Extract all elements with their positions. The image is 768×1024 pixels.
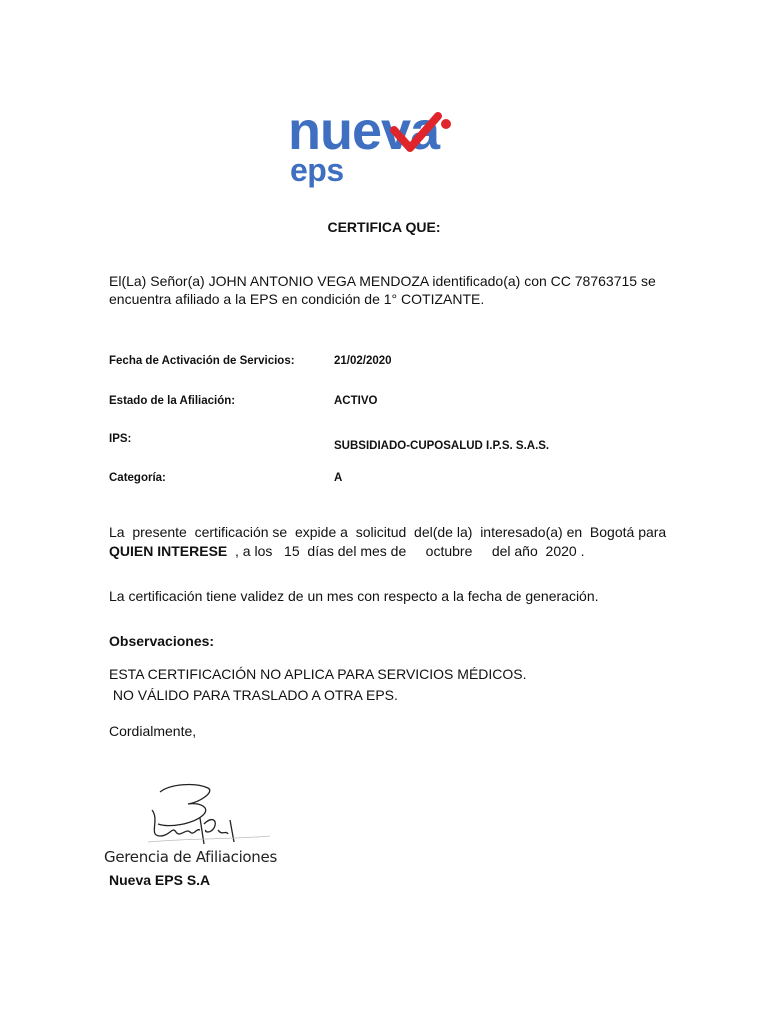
field-label-category: Categoría: xyxy=(109,472,166,484)
field-value-activation-date: 21/02/2020 xyxy=(334,355,392,367)
logo-check-icon xyxy=(288,101,488,188)
intro-line-2: encuentra afiliado a la EPS en condición de 1° COTIZANTE. xyxy=(109,291,485,307)
validity-text: La certificación tiene validez de un mes con respecto a la fecha de generación. xyxy=(109,588,599,604)
field-label-status: Estado de la Afiliación: xyxy=(109,395,236,407)
observations-title: Observaciones: xyxy=(109,633,215,649)
nueva-eps-logo xyxy=(288,101,488,188)
signature-title: Gerencia de Afiliaciones xyxy=(104,848,277,866)
company-name: Nueva EPS S.A xyxy=(109,872,211,888)
intro-paragraph xyxy=(109,272,669,308)
handwritten-signature xyxy=(100,780,280,852)
logo-wordmark: nueva xyxy=(288,101,440,161)
intro-line-1: El(La) Señor(a) JOHN ANTONIO VEGA MENDOZA identificado(a) con CC 78763715 se xyxy=(109,273,656,289)
field-value-status: ACTIVO xyxy=(334,395,378,407)
expedition-date-text: , a los 15 días del mes de octubre del año 2020 . xyxy=(227,543,585,559)
field-label-ips: IPS: xyxy=(109,433,132,445)
field-label-activation-date: Fecha de Activación de Servicios: xyxy=(109,355,295,367)
closing-text: Cordialmente, xyxy=(109,723,197,739)
document-title: CERTIFICA QUE: xyxy=(327,219,441,235)
logo-sub: eps xyxy=(290,152,344,188)
recipient: QUIEN INTERESE xyxy=(109,543,228,559)
expedition-line-2 xyxy=(109,543,584,559)
field-value-category: A xyxy=(334,472,343,484)
field-value-ips: SUBSIDIADO-CUPOSALUD I.P.S. S.A.S. xyxy=(334,440,550,452)
observation-2: NO VÁLIDO PARA TRASLADO A OTRA EPS. xyxy=(109,687,398,703)
observation-1: ESTA CERTIFICACIÓN NO APLICA PARA SERVICIOS MÉDICOS. xyxy=(109,666,527,682)
expedition-line-1: La presente certificación se expide a solicitud del(de la) interesado(a) en Bogotá para xyxy=(109,524,667,540)
